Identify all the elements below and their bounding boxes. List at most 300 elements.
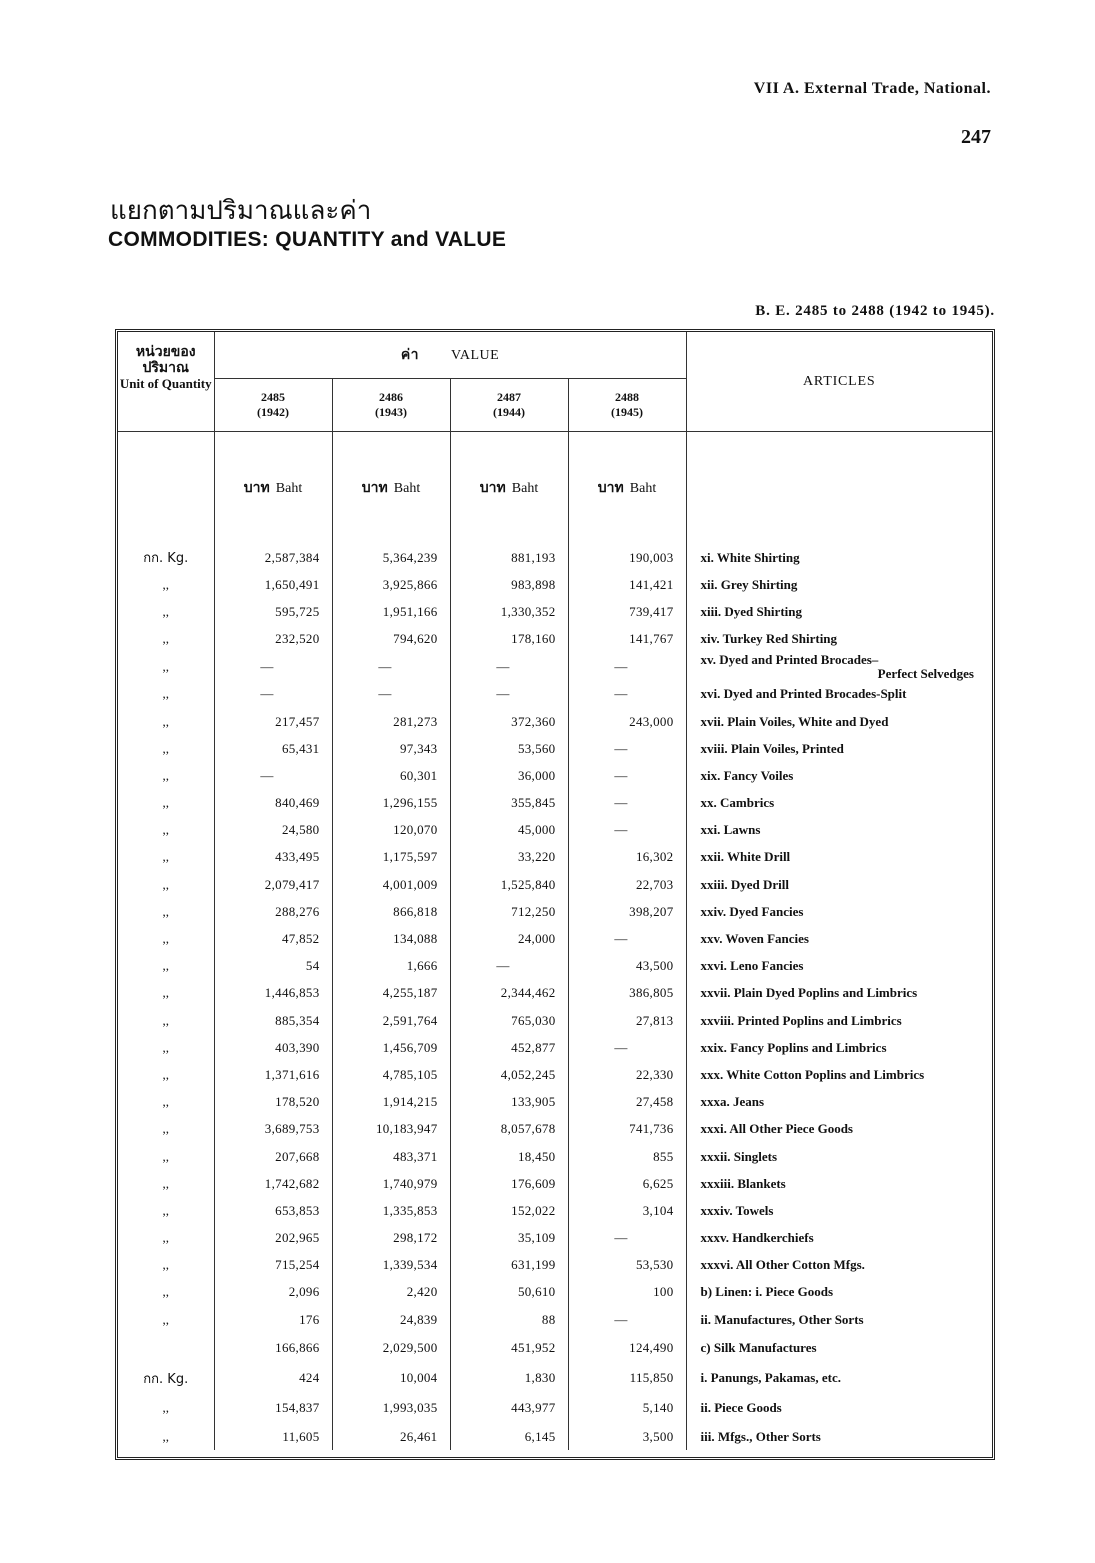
unit-cell [118, 1089, 214, 1116]
unit-text: กก. Kg. [143, 551, 189, 567]
unit-text: ,, [162, 985, 169, 1001]
value-cell-2487: 35,109 [450, 1225, 568, 1252]
articles-header: ARTICLES [686, 332, 992, 432]
table-row [118, 1170, 992, 1197]
value-cell-2485: — [214, 653, 332, 681]
value-cell-2485: 65,431 [214, 735, 332, 762]
value-header [214, 332, 686, 379]
unit-text: ,, [162, 1311, 169, 1327]
currency-label [332, 432, 450, 545]
page-title-thai: แยกตามปริมาณและค่า [110, 196, 372, 226]
unit-text: ,, [162, 631, 169, 647]
value-cell-2488: 3,500 [568, 1423, 686, 1450]
value-cell-2487: 6,145 [450, 1423, 568, 1450]
value-cell-2486: 1,339,534 [332, 1252, 450, 1279]
unit-text: ,, [162, 1012, 169, 1028]
unit-text: ,, [162, 1094, 169, 1110]
value-header-thai: ค่า [400, 347, 420, 363]
value-cell-2486: 1,175,597 [332, 844, 450, 871]
value-cell-2486: 794,620 [332, 626, 450, 653]
unit-cell [118, 790, 214, 817]
unit-cell [118, 953, 214, 980]
value-cell-2485: 2,079,417 [214, 871, 332, 898]
value-cell-2488: 855 [568, 1143, 686, 1170]
value-cell-2488: — [568, 817, 686, 844]
value-cell-2485: 595,725 [214, 598, 332, 625]
table-row [118, 1333, 992, 1363]
year-be: 2486 [379, 390, 403, 404]
value-cell-2487: 355,845 [450, 790, 568, 817]
article-cell [686, 1333, 992, 1363]
unit-cell [118, 626, 214, 653]
article-name: xiii. Dyed Shirting [700, 603, 802, 619]
article-name: xvi. Dyed and Printed Brocades-Split [700, 686, 907, 702]
table-row [118, 1306, 992, 1333]
value-cell-2488: — [568, 925, 686, 952]
value-cell-2487: 45,000 [450, 817, 568, 844]
value-cell-2488: 53,530 [568, 1252, 686, 1279]
table-row [118, 1423, 992, 1450]
unit-text: ,, [162, 958, 169, 974]
article-subname: Perfect Selvedges [877, 665, 974, 681]
value-cell-2486: 866,818 [332, 898, 450, 925]
article-cell [686, 844, 992, 871]
unit-text: ,, [162, 1428, 169, 1444]
unit-text: ,, [162, 686, 169, 702]
unit-cell [118, 1116, 214, 1143]
value-cell-2488: 190,003 [568, 544, 686, 571]
article-cell [686, 1279, 992, 1306]
article-name: xxiii. Dyed Drill [700, 876, 789, 892]
article-name: xxx. White Cotton Poplins and Limbrics [700, 1066, 925, 1082]
table-row [118, 898, 992, 925]
article-name: xv. Dyed and Printed Brocades– [700, 651, 879, 667]
value-cell-2487: — [450, 953, 568, 980]
unit-cell [118, 925, 214, 952]
unit-text: ,, [162, 1121, 169, 1137]
unit-text: ,, [162, 1148, 169, 1164]
unit-text: ,, [162, 1175, 169, 1191]
article-name: c) Silk Manufactures [700, 1340, 817, 1356]
article-cell [686, 817, 992, 844]
value-cell-2486: 483,371 [332, 1143, 450, 1170]
value-cell-2486: 2,420 [332, 1279, 450, 1306]
value-cell-2487: 4,052,245 [450, 1061, 568, 1088]
unit-cell [118, 1423, 214, 1450]
table-row [118, 1143, 992, 1170]
article-name: xxxiv. Towels [700, 1202, 774, 1218]
value-cell-2488: — [568, 790, 686, 817]
value-cell-2485: 1,650,491 [214, 571, 332, 598]
value-cell-2485: 885,354 [214, 1007, 332, 1034]
value-cell-2487: — [450, 681, 568, 708]
article-cell [686, 544, 992, 571]
unit-cell [118, 653, 214, 681]
article-name: xix. Fancy Voiles [700, 767, 794, 783]
value-cell-2488: 22,703 [568, 871, 686, 898]
value-cell-2486: 134,088 [332, 925, 450, 952]
article-cell [686, 898, 992, 925]
year-header-1943 [332, 379, 450, 432]
article-name: xxix. Fancy Poplins and Limbrics [700, 1039, 887, 1055]
unit-text: ,, [162, 767, 169, 783]
unit-text: ,, [162, 795, 169, 811]
value-cell-2488: 141,421 [568, 571, 686, 598]
unit-header-thai: หน่วยของ ปริมาณ [135, 344, 196, 376]
value-cell-2485: 840,469 [214, 790, 332, 817]
article-cell [686, 1306, 992, 1333]
value-cell-2485: 202,965 [214, 1225, 332, 1252]
article-cell [686, 653, 992, 681]
unit-text: ,, [162, 1257, 169, 1273]
value-cell-2487: 1,830 [450, 1363, 568, 1393]
unit-cell [118, 1143, 214, 1170]
year-be: 2487 [497, 390, 521, 404]
article-cell [686, 871, 992, 898]
blank-cell [118, 432, 214, 545]
value-cell-2485: — [214, 681, 332, 708]
unit-header [118, 332, 214, 432]
unit-cell [118, 871, 214, 898]
value-cell-2488: — [568, 1306, 686, 1333]
value-cell-2486: 24,839 [332, 1306, 450, 1333]
value-cell-2486: 60,301 [332, 762, 450, 789]
unit-cell [118, 898, 214, 925]
value-cell-2487: 18,450 [450, 1143, 568, 1170]
value-cell-2488: 5,140 [568, 1393, 686, 1423]
article-name: xxxa. Jeans [700, 1094, 765, 1110]
value-cell-2485: 1,371,616 [214, 1061, 332, 1088]
article-cell [686, 1423, 992, 1450]
article-cell [686, 626, 992, 653]
value-cell-2485: 166,866 [214, 1333, 332, 1363]
page-title: COMMODITIES: QUANTITY and VALUE [108, 228, 507, 251]
commodities-table-frame [115, 329, 995, 1460]
value-cell-2487: 765,030 [450, 1007, 568, 1034]
table-row [118, 1089, 992, 1116]
unit-cell [118, 681, 214, 708]
value-cell-2488: 22,330 [568, 1061, 686, 1088]
value-cell-2486: 298,172 [332, 1225, 450, 1252]
unit-cell [118, 1170, 214, 1197]
value-cell-2486: 5,364,239 [332, 544, 450, 571]
value-cell-2486: 1,335,853 [332, 1197, 450, 1224]
table-row [118, 598, 992, 625]
table-row [118, 762, 992, 789]
currency-english: Baht [629, 481, 657, 496]
year-be: 2488 [615, 390, 639, 404]
value-cell-2486: 1,666 [332, 953, 450, 980]
article-name: xxii. White Drill [700, 849, 791, 865]
article-name: xxxii. Singlets [700, 1148, 778, 1164]
unit-cell [118, 1333, 214, 1363]
value-cell-2487: 176,609 [450, 1170, 568, 1197]
unit-text: ,, [162, 576, 169, 592]
table-row [118, 1116, 992, 1143]
article-name: xviii. Plain Voiles, Printed [700, 740, 844, 756]
value-cell-2487: 1,330,352 [450, 598, 568, 625]
unit-cell [118, 1306, 214, 1333]
unit-text: ,, [162, 1039, 169, 1055]
value-cell-2486: 26,461 [332, 1423, 450, 1450]
article-cell [686, 1225, 992, 1252]
value-cell-2486: 1,951,166 [332, 598, 450, 625]
article-cell [686, 925, 992, 952]
article-cell [686, 1007, 992, 1034]
value-cell-2488: 27,458 [568, 1089, 686, 1116]
table-row [118, 817, 992, 844]
table-row [118, 953, 992, 980]
value-cell-2485: 24,580 [214, 817, 332, 844]
value-cell-2487: 88 [450, 1306, 568, 1333]
article-name: xxviii. Printed Poplins and Limbrics [700, 1012, 902, 1028]
value-cell-2487: 1,525,840 [450, 871, 568, 898]
unit-cell [118, 817, 214, 844]
value-cell-2487: 372,360 [450, 708, 568, 735]
table-row [118, 790, 992, 817]
value-cell-2488: — [568, 735, 686, 762]
value-cell-2488: 3,104 [568, 1197, 686, 1224]
table-row [118, 681, 992, 708]
unit-text: ,, [162, 603, 169, 619]
value-cell-2487: 983,898 [450, 571, 568, 598]
value-cell-2485: 3,689,753 [214, 1116, 332, 1143]
value-cell-2485: 403,390 [214, 1034, 332, 1061]
article-cell [686, 980, 992, 1007]
unit-header-english: Unit of Quantity [119, 376, 212, 391]
unit-text: ,, [162, 1230, 169, 1246]
year-ad: (1943) [375, 405, 407, 419]
value-cell-2485: 433,495 [214, 844, 332, 871]
table-row [118, 980, 992, 1007]
unit-text: ,, [162, 740, 169, 756]
article-cell [686, 571, 992, 598]
table-row [118, 871, 992, 898]
year-ad: (1945) [611, 405, 643, 419]
value-cell-2485: — [214, 762, 332, 789]
article-name: ii. Piece Goods [700, 1400, 782, 1416]
unit-text: ,, [162, 658, 169, 674]
value-cell-2485: 207,668 [214, 1143, 332, 1170]
article-name: xxxv. Handkerchiefs [700, 1230, 814, 1246]
value-cell-2488: 115,850 [568, 1363, 686, 1393]
value-cell-2488: 739,417 [568, 598, 686, 625]
article-name: iii. Mfgs., Other Sorts [700, 1428, 821, 1444]
value-cell-2486: 120,070 [332, 817, 450, 844]
unit-text: กก. Kg. [143, 1371, 189, 1387]
year-ad: (1944) [493, 405, 525, 419]
page-number: 247 [961, 126, 991, 148]
value-cell-2487: 452,877 [450, 1034, 568, 1061]
unit-text: ,, [162, 1066, 169, 1082]
value-cell-2486: 4,001,009 [332, 871, 450, 898]
value-cell-2488: 243,000 [568, 708, 686, 735]
unit-cell [118, 844, 214, 871]
article-cell [686, 1034, 992, 1061]
value-cell-2488: 398,207 [568, 898, 686, 925]
value-cell-2487: 881,193 [450, 544, 568, 571]
value-cell-2486: — [332, 653, 450, 681]
period-caption: B. E. 2485 to 2488 (1942 to 1945). [755, 303, 995, 319]
currency-english: Baht [393, 481, 421, 496]
unit-cell [118, 1034, 214, 1061]
year-header-1942 [214, 379, 332, 432]
table-row [118, 1007, 992, 1034]
article-name: xxi. Lawns [700, 822, 761, 838]
value-cell-2485: 217,457 [214, 708, 332, 735]
value-cell-2485: 11,605 [214, 1423, 332, 1450]
value-cell-2486: — [332, 681, 450, 708]
value-cell-2488: 27,813 [568, 1007, 686, 1034]
value-cell-2486: 2,029,500 [332, 1333, 450, 1363]
table-row [118, 1252, 992, 1279]
value-cell-2488: — [568, 1034, 686, 1061]
value-cell-2486: 1,296,155 [332, 790, 450, 817]
value-cell-2488: 386,805 [568, 980, 686, 1007]
currency-label [214, 432, 332, 545]
unit-cell [118, 1363, 214, 1393]
table-row [118, 571, 992, 598]
value-cell-2488: 141,767 [568, 626, 686, 653]
value-cell-2486: 97,343 [332, 735, 450, 762]
article-name: xi. White Shirting [700, 549, 800, 565]
value-cell-2485: 176 [214, 1306, 332, 1333]
currency-label [568, 432, 686, 545]
value-cell-2487: 451,952 [450, 1333, 568, 1363]
article-cell [686, 681, 992, 708]
value-cell-2488: — [568, 762, 686, 789]
unit-cell [118, 762, 214, 789]
value-cell-2486: 1,456,709 [332, 1034, 450, 1061]
table-row [118, 735, 992, 762]
article-name: b) Linen: i. Piece Goods [700, 1284, 834, 1300]
unit-cell [118, 735, 214, 762]
value-cell-2487: 178,160 [450, 626, 568, 653]
value-cell-2487: 33,220 [450, 844, 568, 871]
article-cell [686, 1363, 992, 1393]
currency-english: Baht [511, 481, 539, 496]
article-name: xvii. Plain Voiles, White and Dyed [700, 713, 889, 729]
article-name: xxxiii. Blankets [700, 1175, 786, 1191]
unit-text: ,, [162, 931, 169, 947]
value-cell-2485: 232,520 [214, 626, 332, 653]
unit-cell [118, 1061, 214, 1088]
value-cell-2487: 712,250 [450, 898, 568, 925]
commodities-table [118, 332, 992, 1450]
value-cell-2486: 2,591,764 [332, 1007, 450, 1034]
currency-thai: บาท [479, 480, 506, 496]
article-cell [686, 708, 992, 735]
year-header-1944 [450, 379, 568, 432]
currency-label [450, 432, 568, 545]
table-row [118, 626, 992, 653]
article-name: xxxvi. All Other Cotton Mfgs. [700, 1257, 865, 1273]
table-row [118, 1034, 992, 1061]
article-cell [686, 1089, 992, 1116]
article-cell [686, 1393, 992, 1423]
table-row [118, 1363, 992, 1393]
currency-thai: บาท [597, 480, 624, 496]
value-header-english: VALUE [451, 348, 500, 363]
value-cell-2486: 4,255,187 [332, 980, 450, 1007]
value-cell-2485: 653,853 [214, 1197, 332, 1224]
unit-cell [118, 598, 214, 625]
value-cell-2487: 2,344,462 [450, 980, 568, 1007]
value-cell-2488: — [568, 1225, 686, 1252]
value-cell-2485: 2,587,384 [214, 544, 332, 571]
unit-text: ,, [162, 903, 169, 919]
article-name: xiv. Turkey Red Shirting [700, 631, 838, 647]
unit-cell [118, 544, 214, 571]
value-cell-2488: — [568, 681, 686, 708]
unit-cell [118, 1393, 214, 1423]
unit-cell [118, 1225, 214, 1252]
value-cell-2487: 53,560 [450, 735, 568, 762]
article-cell [686, 790, 992, 817]
article-name: ii. Manufactures, Other Sorts [700, 1311, 864, 1327]
value-cell-2487: 24,000 [450, 925, 568, 952]
value-cell-2485: 715,254 [214, 1252, 332, 1279]
value-cell-2485: 424 [214, 1363, 332, 1393]
article-cell [686, 1170, 992, 1197]
table-row [118, 1061, 992, 1088]
table-row [118, 925, 992, 952]
article-name: i. Panungs, Pakamas, etc. [700, 1370, 841, 1386]
article-cell [686, 1116, 992, 1143]
value-cell-2486: 281,273 [332, 708, 450, 735]
value-cell-2486: 10,183,947 [332, 1116, 450, 1143]
value-cell-2487: 133,905 [450, 1089, 568, 1116]
article-cell [686, 1143, 992, 1170]
unit-cell [118, 571, 214, 598]
article-name: xxv. Woven Fancies [700, 931, 809, 947]
section-heading: VII A. External Trade, National. [753, 80, 991, 97]
value-cell-2487: 50,610 [450, 1279, 568, 1306]
article-cell [686, 735, 992, 762]
unit-cell [118, 1252, 214, 1279]
value-cell-2486: 10,004 [332, 1363, 450, 1393]
value-cell-2488: 100 [568, 1279, 686, 1306]
article-name: xxiv. Dyed Fancies [700, 903, 804, 919]
value-cell-2485: 1,742,682 [214, 1170, 332, 1197]
value-cell-2488: 6,625 [568, 1170, 686, 1197]
table-row [118, 1279, 992, 1306]
value-cell-2488: 43,500 [568, 953, 686, 980]
article-cell [686, 1197, 992, 1224]
table-row [118, 708, 992, 735]
value-cell-2488: 16,302 [568, 844, 686, 871]
value-cell-2487: 443,977 [450, 1393, 568, 1423]
table-row [118, 1225, 992, 1252]
article-cell [686, 598, 992, 625]
article-cell [686, 1252, 992, 1279]
unit-text: ,, [162, 1202, 169, 1218]
article-name: xx. Cambrics [700, 795, 775, 811]
value-cell-2487: 36,000 [450, 762, 568, 789]
value-cell-2488: — [568, 653, 686, 681]
value-cell-2485: 1,446,853 [214, 980, 332, 1007]
value-cell-2485: 2,096 [214, 1279, 332, 1306]
value-cell-2488: 741,736 [568, 1116, 686, 1143]
currency-english: Baht [275, 481, 303, 496]
year-header-1945 [568, 379, 686, 432]
value-cell-2487: 8,057,678 [450, 1116, 568, 1143]
unit-text: ,, [162, 1284, 169, 1300]
value-cell-2485: 54 [214, 953, 332, 980]
value-cell-2486: 3,925,866 [332, 571, 450, 598]
value-cell-2485: 288,276 [214, 898, 332, 925]
value-cell-2486: 1,993,035 [332, 1393, 450, 1423]
